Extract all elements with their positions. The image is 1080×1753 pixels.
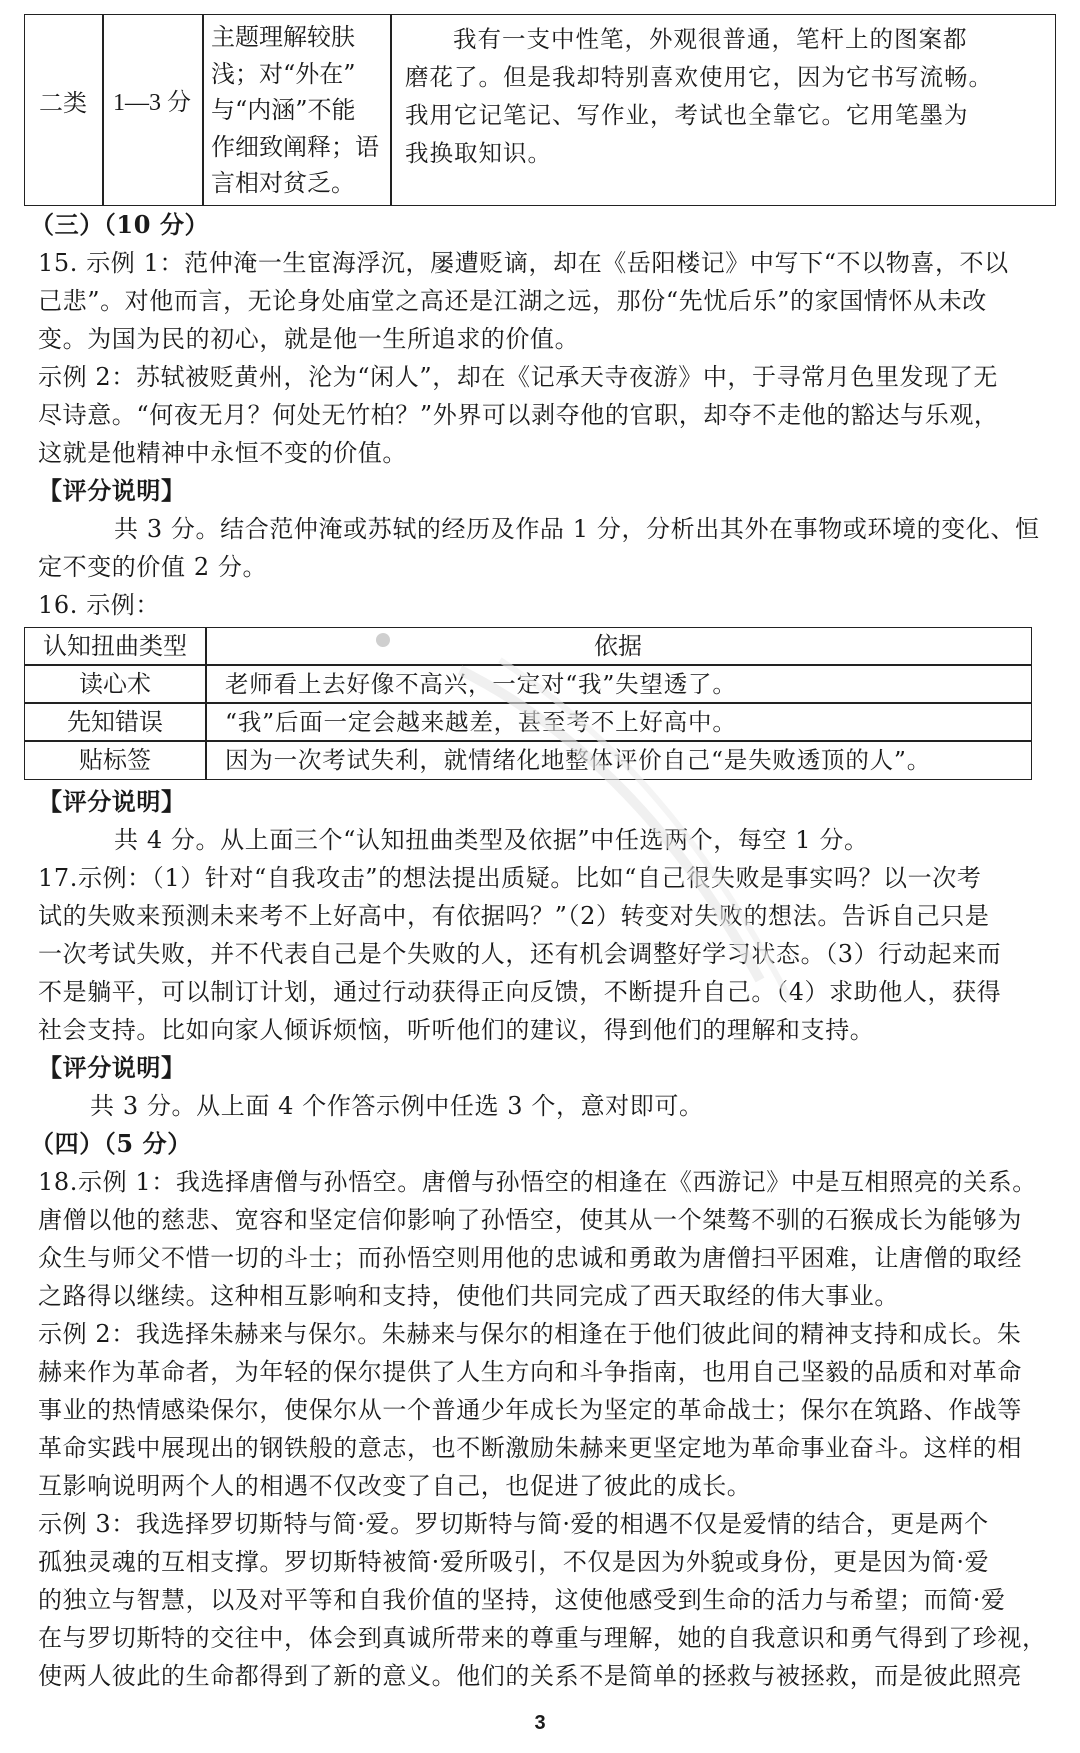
example-cell: [405, 20, 1005, 172]
answer-line: 试的失败来预测未来考不上好高中，有依据吗？”（2）转变对失败的想法。告诉自己只是: [38, 902, 990, 930]
example-line: 磨花了。但是我却特别喜欢使用它，因为它书写流畅。: [405, 63, 993, 91]
description-line: 与“内涵”不能: [211, 96, 356, 124]
section-heading: （三）（10 分）: [30, 210, 210, 239]
rubric-heading: 【评分说明】: [38, 476, 186, 505]
grading-table-row: [24, 14, 1056, 206]
table-cell: 因为一次考试失利，就情绪化地整体评价自己“是失败透顶的人”。: [225, 746, 932, 774]
table-divider: [202, 15, 204, 205]
answer-line: 在与罗切斯特的交往中，体会到真诚所带来的尊重与理解，她的自我意识和勇气得到了珍视，: [38, 1624, 1047, 1652]
answer-line: 示例 3：我选择罗切斯特与简·爱。罗切斯特与简·爱的相遇不仅是爱情的结合，更是两个: [38, 1510, 989, 1538]
answer-line: 18.示例 1：我选择唐僧与孙悟空。唐僧与孙悟空的相逢在《西游记》中是互相照亮的关系。: [38, 1168, 1037, 1196]
answer-line: 唐僧以他的慈悲、宽容和坚定信仰影响了孙悟空，使其从一个桀骜不驯的石猴成长为能够为: [38, 1206, 1022, 1234]
description-cell: [211, 19, 411, 202]
description-line: 主题理解较肤: [211, 23, 355, 51]
answer-line: 孤独灵魂的互相支撑。罗切斯特被简·爱所吸引，不仅是因为外貌或身份，更是因为简·爱: [38, 1548, 990, 1576]
answer-line: 己悲”。对他而言，无论身处庙堂之高还是江湖之远，那份“先忧后乐”的家国情怀从未改: [38, 287, 987, 315]
table-divider: [25, 702, 1031, 704]
table-divider: [25, 664, 1031, 666]
rubric-line: 定不变的价值 2 分。: [38, 553, 268, 581]
answer-line: 示例 2：我选择朱赫来与保尔。朱赫来与保尔的相逢在于他们彼此间的精神支持和成长。朱: [38, 1320, 1022, 1348]
description-line: 言相对贫乏。: [211, 169, 355, 197]
description-line: 浅；对“外在”: [211, 59, 356, 88]
example-line: 我换取知识。: [405, 139, 552, 167]
category-cell: 二类: [39, 89, 87, 117]
section-heading: （四）（5 分）: [30, 1129, 192, 1158]
table-cell: 先知错误: [67, 708, 163, 736]
table-divider: [25, 740, 1031, 742]
answer-line: 15. 示例 1：范仲淹一生宦海浮沉，屡遭贬谪，却在《岳阳楼记》中写下“不以物喜，不以: [38, 249, 1009, 277]
answer-line: 之路得以继续。这种相互影响和支持，使他们共同完成了西天取经的伟大事业。: [38, 1282, 899, 1310]
answer-line: 不是躺平，可以制订计划，通过行动获得正向反馈，不断提升自己。（4）求助他人，获得: [38, 978, 1002, 1006]
table-header: 认知扭曲类型: [43, 632, 187, 660]
answer-line: 互影响说明两个人的相遇不仅改变了自己，也促进了彼此的成长。: [38, 1472, 752, 1500]
example-line: 我用它记笔记、写作业，考试也全靠它。它用笔墨为: [405, 101, 969, 129]
table-header: 依据: [594, 632, 642, 660]
rubric-line: 共 3 分。从上面 4 个作答示例中任选 3 个，意对即可。: [90, 1092, 704, 1120]
page-number: 3: [534, 1712, 546, 1734]
answer-line: 的独立与智慧，以及对平等和自我价值的坚持，这使他感受到生命的活力与希望；而简·爱: [38, 1586, 1006, 1614]
question-intro: 16. 示例：: [38, 591, 160, 619]
answer-line: 革命实践中展现出的钢铁般的意志，也不断激励朱赫来更坚定地为革命事业奋斗。这样的相: [38, 1434, 1022, 1462]
table-cell: 老师看上去好像不高兴，一定对“我”失望透了。: [225, 670, 737, 698]
rubric-line: 共 3 分。结合范仲淹或苏轼的经历及作品 1 分，分析出其外在事物或环境的变化、恒: [114, 515, 1040, 543]
answer-line: 示例 2：苏轼被贬黄州，沦为“闲人”，却在《记承天寺夜游》中，于寻常月色里发现了无: [38, 363, 999, 391]
answer-line: 赫来作为革命者，为年轻的保尔提供了人生方向和斗争指南，也用自己坚毅的品质和对革命: [38, 1358, 1022, 1386]
answer-line: 尽诗意。“何夜无月？何处无竹柏？”外界可以剥夺他的官职，却夺不走他的豁达与乐观，: [38, 401, 999, 429]
rubric-heading: 【评分说明】: [38, 787, 186, 816]
answer-line: 众生与师父不惜一切的斗士；而孙悟空则用他的忠诚和勇敢为唐僧扫平困难，让唐僧的取经: [38, 1244, 1022, 1272]
table-divider: [102, 15, 104, 205]
answer-line: 17.示例：（1）针对“自我攻击”的想法提出质疑。比如“自己很失败是事实吗？以一次考: [38, 864, 982, 892]
rubric-line: 共 4 分。从上面三个“认知扭曲类型及依据”中任选两个，每空 1 分。: [114, 826, 869, 854]
score-cell: 1—3 分: [113, 90, 191, 116]
table-cell: “我”后面一定会越来越差，甚至考不上好高中。: [225, 708, 737, 736]
example-line: 我有一支中性笔，外观很普通，笔杆上的图案都: [453, 25, 968, 53]
rubric-heading: 【评分说明】: [38, 1053, 186, 1082]
answer-line: 使两人彼此的生命都得到了新的意义。他们的关系不是简单的拯救与被拯救，而是彼此照亮: [38, 1662, 1022, 1690]
table-cell: 读心术: [79, 670, 151, 698]
description-line: 作细致阐释；语: [211, 132, 379, 161]
table-cell: 贴标签: [79, 746, 151, 774]
answer-line: 一次考试失败，并不代表自己是个失败的人，还有机会调整好学习状态。（3）行动起来而: [38, 940, 1002, 968]
answer-line: 社会支持。比如向家人倾诉烦恼，听听他们的建议，得到他们的理解和支持。: [38, 1016, 875, 1044]
answer-line: 这就是他精神中永恒不变的价值。: [38, 439, 407, 467]
cognitive-distortion-table: [24, 627, 1032, 780]
answer-line: 变。为国为民的初心，就是他一生所追求的价值。: [38, 325, 580, 353]
answer-line: 事业的热情感染保尔，使保尔从一个普通少年成长为坚定的革命战士；保尔在筑路、作战等: [38, 1396, 1022, 1424]
